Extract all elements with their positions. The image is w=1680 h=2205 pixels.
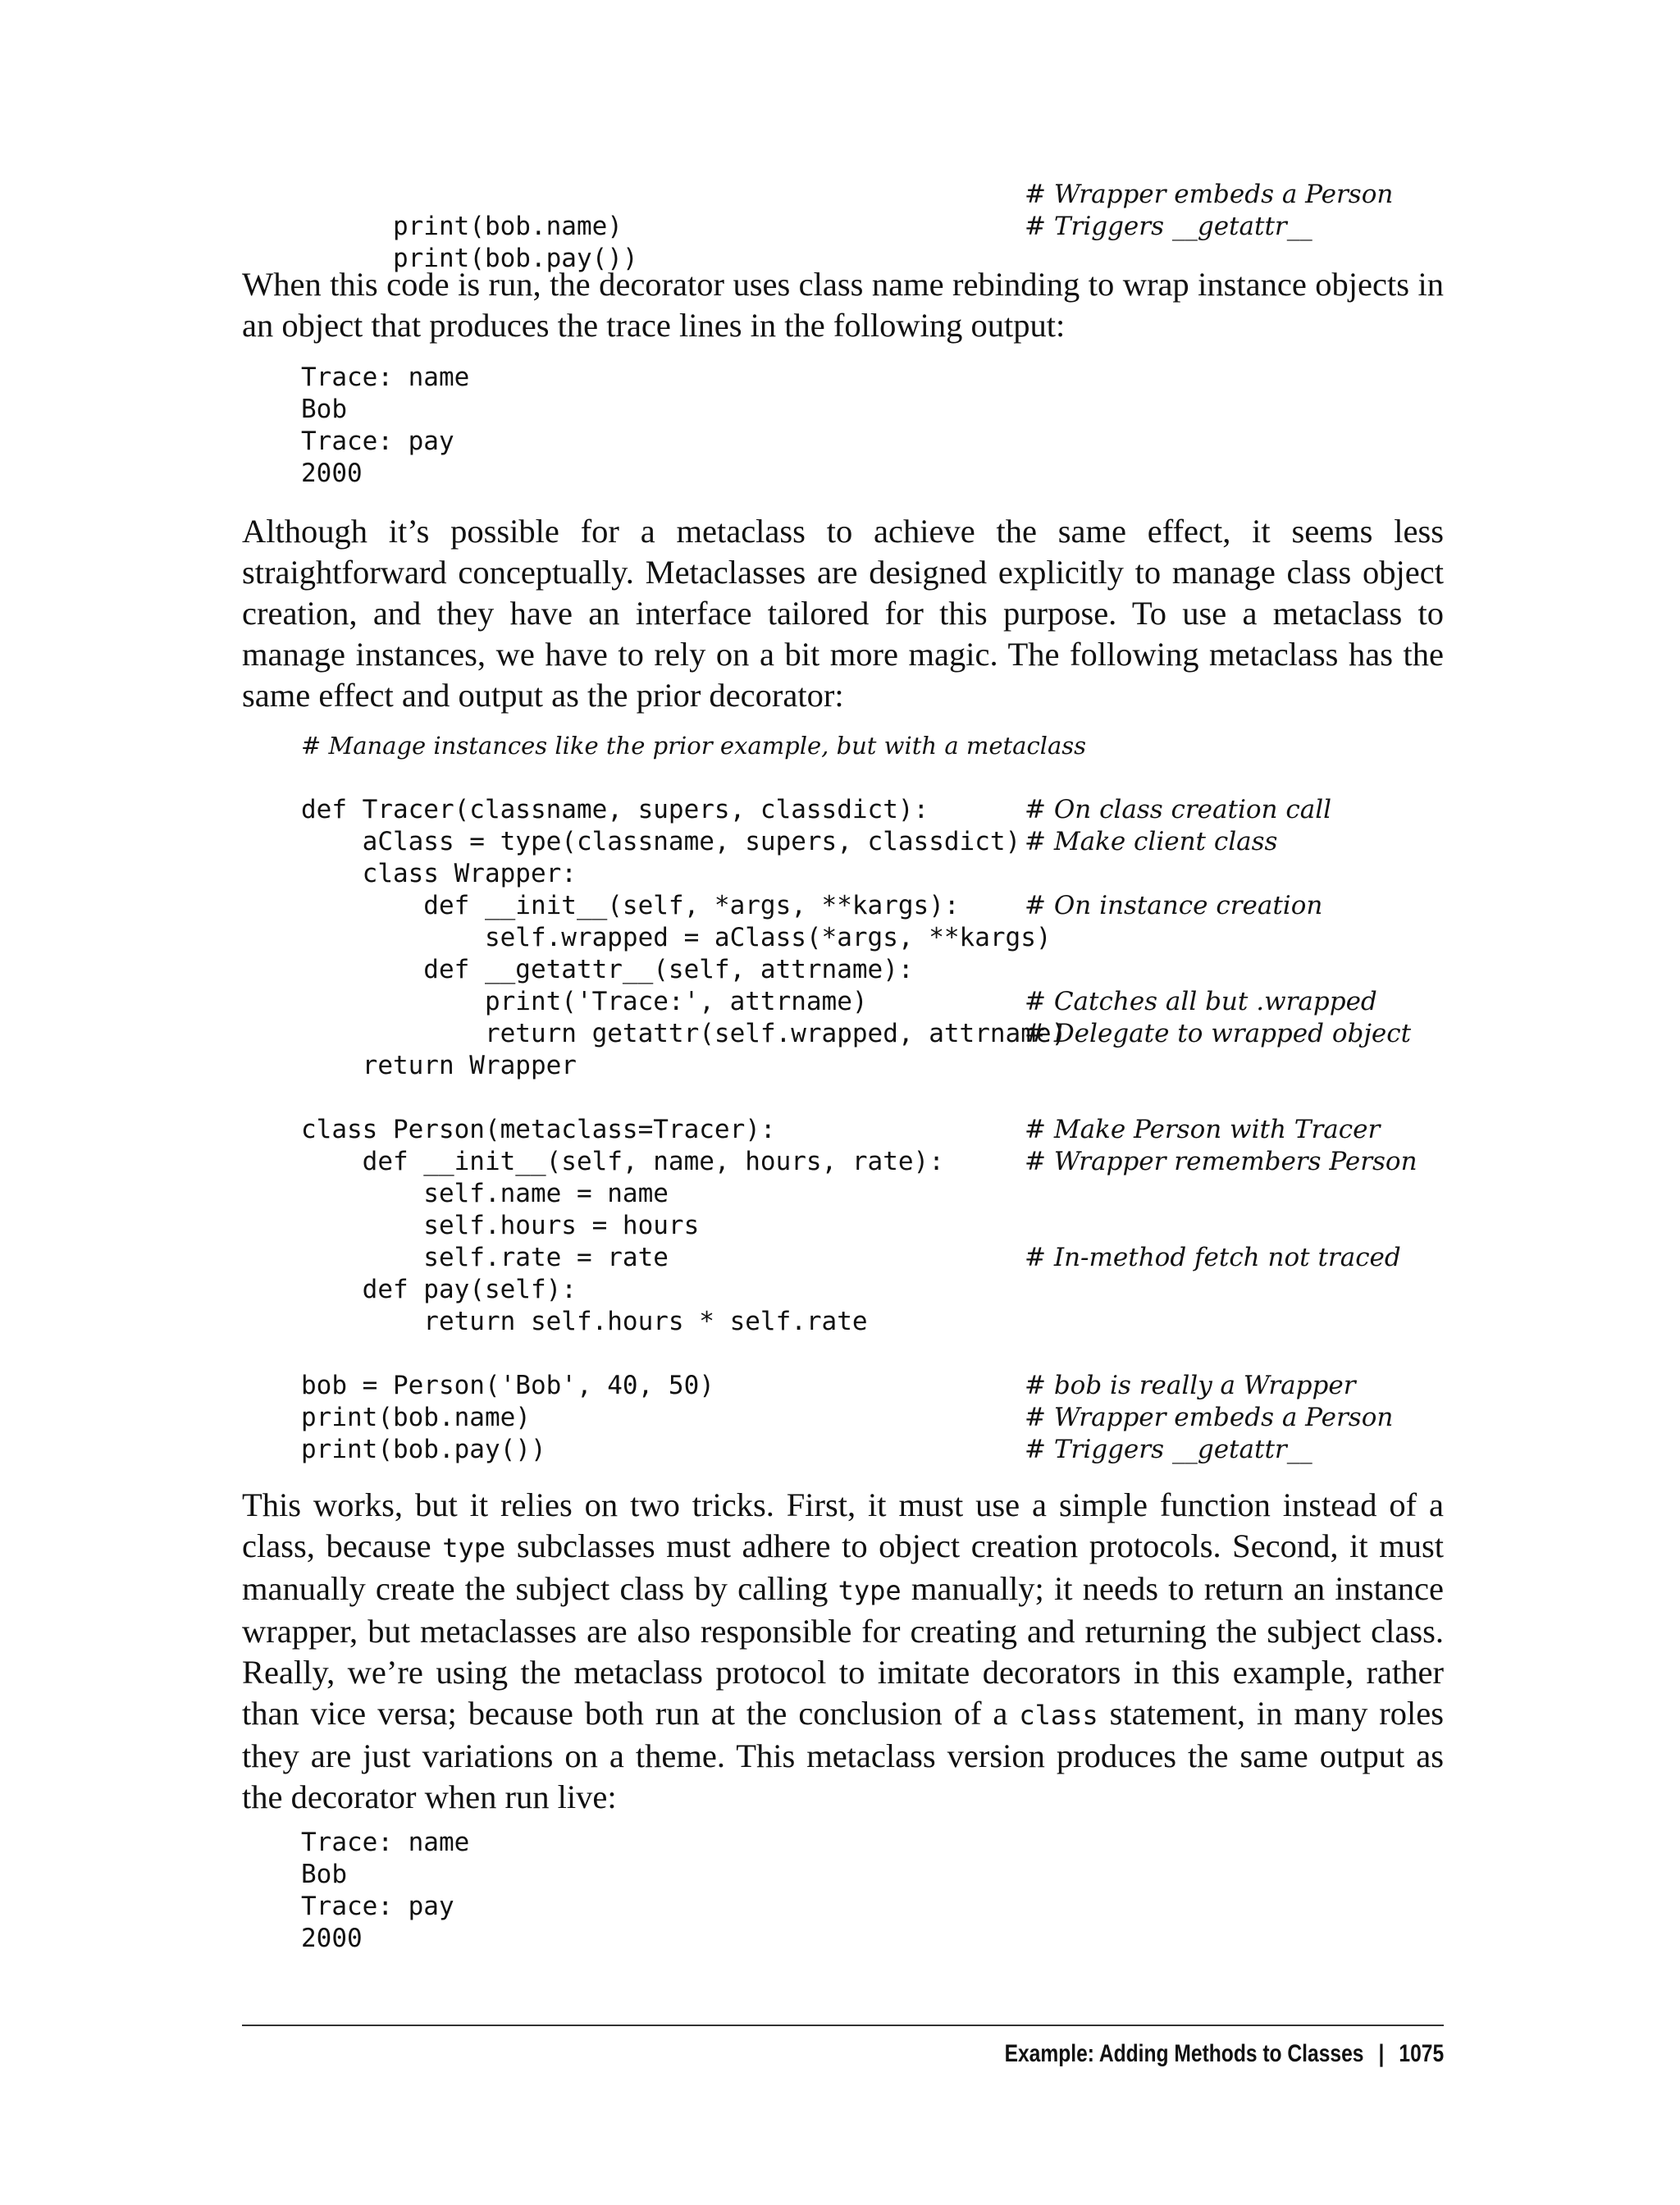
code-comment: # In-method fetch not traced [1025,1243,1401,1272]
paragraph-1 [242,264,1444,346]
code-text: def __getattr__(self, attrname): [301,955,914,984]
code-text: self.rate = rate [301,1243,669,1272]
code-line [301,890,1449,922]
output-line: Trace: name [301,363,470,392]
page-footer [1004,2038,1444,2070]
code-line [301,858,1449,890]
paragraph-text: Although it’s possible for a metaclass to achieve the same effect, it seems less straightforward conceptually. Metaclasses are designed explicitly to manage class object creation, and they have an interface tailored for this purpose. To use a metaclass to manage instances, we have to rely on a bit more magic. The following metaclass has the same effect and output as the prior decorator: [242,513,1444,714]
inline-code: type [442,1532,506,1564]
output-block-1 [301,362,1449,490]
code-line [301,211,1449,273]
code-line [301,1274,1449,1306]
code-line [301,954,1449,986]
code-comment: # Wrapper embeds a Person [1025,180,1394,209]
code-line [301,1114,1449,1146]
code-comment: # Triggers __getattr__ [1025,212,1312,241]
inline-code: class [1019,1700,1098,1731]
output-line: 2000 [301,459,363,488]
code-text: print(bob.pay()) [301,1435,546,1464]
code-text: def __init__(self, name, hours, rate): [301,1147,944,1176]
code-comment: # Delegate to wrapped object [1025,1019,1412,1048]
code-comment: # On instance creation [1025,891,1323,920]
code-line [301,826,1449,858]
code-text: self.name = name [301,1179,669,1208]
code-comment: # bob is really a Wrapper [1025,1371,1356,1400]
output-line: Trace: pay [301,427,454,456]
code-line [301,1434,1449,1466]
code-line [301,1370,1449,1402]
code-text: def __init__(self, *args, **kargs): [301,891,960,920]
code-line [301,1306,1449,1338]
code-text: print(bob.pay()) [392,244,638,273]
code-text: class Wrapper: [301,859,577,888]
code-text: def pay(self): [301,1275,577,1304]
output-line: Bob [301,1860,347,1889]
code-line [301,1402,1449,1434]
code-line [301,1018,1449,1050]
output-line: Trace: pay [301,1892,454,1921]
footer-section-title: Example: Adding Methods to Classes [1004,2040,1364,2067]
code-text: return Wrapper [301,1051,577,1080]
code-comment: # Wrapper remembers Person [1025,1147,1418,1176]
code-comment: # Wrapper embeds a Person [1025,1403,1394,1432]
output-line: Trace: name [301,1828,470,1857]
paragraph-text [242,1485,1444,1818]
code-text: self.wrapped = aClass(*args, **kargs) [301,923,1052,952]
code-comment: # Make client class [1025,827,1278,856]
code-text: self.hours = hours [301,1211,700,1240]
code-comment: # Make Person with Tracer [1025,1115,1381,1144]
inline-code: type [838,1575,902,1606]
paragraph-2 [242,511,1444,716]
footer-rule [242,2025,1444,2026]
code-line [301,1146,1449,1178]
code-text: print(bob.name) [301,1403,531,1432]
code-text: print(bob.name) [392,212,623,241]
text-run: manually; it needs to return an instance wrapper, but metaclasses are also responsible for creating and returning the subject class. Really, we’re using the metaclass protocol to imitate decorators in this example, rather than vice versa; because both run at the conclusion of a [242,1570,1444,1732]
code-block-top [301,179,1449,273]
code-comment: # On class creation call [1025,795,1332,824]
code-line [301,1178,1449,1210]
code-comment: # Triggers __getattr__ [1025,1435,1312,1464]
code-line [301,1082,1449,1114]
code-comment: # Catches all but .wrapped [1025,987,1377,1016]
code-line [301,794,1449,826]
code-text: print('Trace:', attrname) [301,987,868,1016]
blank-line [301,762,1449,794]
code-text: def Tracer(classname, supers, classdict): [301,795,929,824]
code-line [301,1338,1449,1370]
code-line [301,1210,1449,1242]
output-block-2 [301,1827,1449,1955]
page-number: 1075 [1399,2040,1444,2067]
code-text: bob = Person('Bob', 40, 50) [301,1371,714,1400]
code-line [301,922,1449,954]
code-text: class Person(metaclass=Tracer): [301,1115,776,1144]
code-line [301,1242,1449,1274]
code-text: return getattr(self.wrapped, attrname) [301,1019,1067,1048]
code-header-comment: # Manage instances like the prior example, but with a metaclass [301,732,1087,760]
code-text: return self.hours * self.rate [301,1307,868,1336]
code-text: aClass = type(classname, supers, classdict) [301,827,1021,856]
text-run: statement, in many roles they are just variations on a theme. This metaclass version produces the same output as the decorator when run live: [242,1695,1444,1815]
code-line [301,1050,1449,1082]
code-block-metaclass [301,730,1449,1466]
code-line [301,986,1449,1018]
footer-separator: | [1378,2040,1385,2067]
code-lines [301,794,1449,1466]
paragraph-3 [242,1485,1444,1818]
text-run: subclasses must adhere to object creation protocols. Second, it must manually create the subject class by calling [242,1527,1444,1607]
output-line: Bob [301,395,347,424]
output-line: 2000 [301,1924,363,1953]
text-run: This works, but it relies on two tricks. First, it must use a simple function instead of a class, because [242,1486,1444,1564]
paragraph-text: When this code is run, the decorator uses class name rebinding to wrap instance objects in an object that produces the trace lines in the following output: [242,266,1444,344]
